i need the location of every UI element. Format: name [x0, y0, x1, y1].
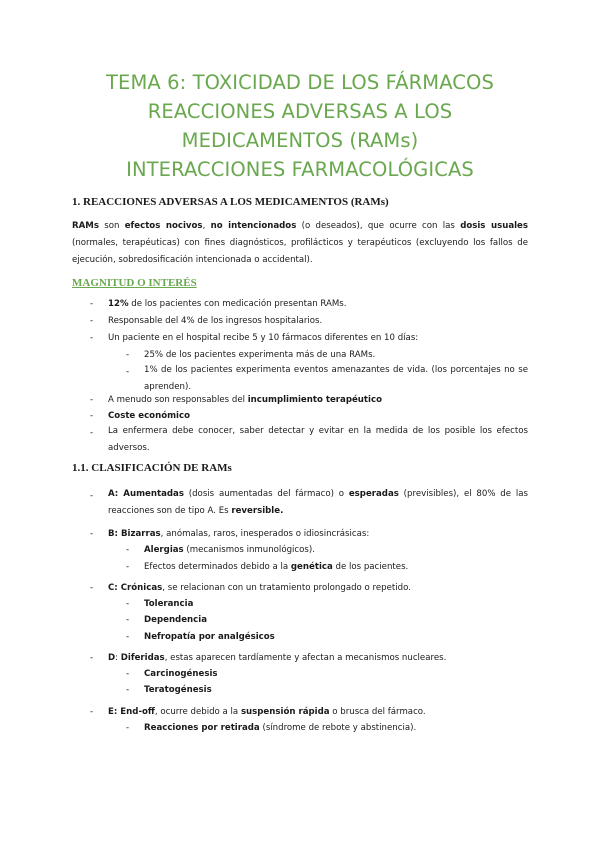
intro-text: , [202, 221, 211, 231]
section-heading-clasificacion: 1.1. CLASIFICACIÓN DE RAMs [72, 462, 232, 474]
list-item [108, 410, 190, 422]
sub-list-dash: - [126, 350, 130, 360]
item-emphasis: D [108, 653, 116, 663]
item-emphasis: esperadas [348, 489, 399, 499]
list-dash: - [90, 299, 94, 309]
sub-list-dash: - [126, 723, 130, 733]
item-text: A menudo son responsables del [108, 395, 248, 405]
item-text: , estas aparecen tardíamente y afectan a mecanismos nucleares. [164, 653, 447, 663]
item-emphasis: A: Aumentadas [108, 489, 184, 499]
sub-list-item [144, 668, 218, 680]
sub-list-dash: - [126, 599, 130, 609]
item-emphasis: incumplimiento terapéutico [247, 395, 382, 405]
item-emphasis: reversible. [231, 506, 284, 516]
title-line-3: MEDICAMENTOS (RAMs) [181, 129, 419, 152]
intro-text: son [98, 221, 125, 231]
sub-list-item [144, 684, 212, 696]
list-item: Responsable del 4% de los ingresos hospitalarios. [108, 316, 323, 326]
item-emphasis: Dependencia [144, 615, 207, 625]
item-emphasis: Coste económico [108, 411, 191, 421]
item-emphasis: suspensión rápida [240, 707, 330, 717]
list-dash: - [90, 333, 94, 343]
item-emphasis: E: End-off [108, 707, 155, 717]
item-text: , se relacionan con un tratamiento prolongado o repetido. [162, 583, 411, 593]
item-text: (previsibles), el 80% de las reacciones son de tipo A. Es [108, 489, 528, 516]
document-title [40, 68, 560, 184]
list-dash: - [90, 411, 94, 421]
item-emphasis: Nefropatía por analgésicos [144, 632, 275, 642]
title-line-1: TEMA 6: TOXICIDAD DE LOS FÁRMACOS [106, 71, 494, 94]
list-dash: - [90, 491, 94, 501]
sub-list-item [144, 722, 416, 734]
section-heading-ram: 1. REACCIONES ADVERSAS A LOS MEDICAMENTOS (RAMs) [72, 196, 389, 208]
intro-term: dosis usuales [460, 221, 529, 231]
item-text: de los pacientes. [332, 562, 409, 572]
sub-list-item [144, 544, 315, 556]
sub-list-item: 1% de los pacientes experimenta eventos amenazantes de vida. (los porcentajes no se aprenden). [144, 365, 528, 392]
ram-type-c [108, 582, 411, 594]
title-line-2: REACCIONES ADVERSAS A LOS [147, 100, 453, 123]
list-dash: - [90, 583, 94, 593]
sub-list-dash: - [126, 615, 130, 625]
title-line-4: INTERACCIONES FARMACOLÓGICAS [126, 158, 474, 181]
sub-list-dash: - [126, 685, 130, 695]
item-text: o brusca del fármaco. [329, 707, 426, 717]
intro-term: efectos nocivos [124, 221, 203, 231]
item-emphasis: 12% [108, 299, 129, 309]
item-text: (síndrome de rebote y abstinencia). [259, 723, 417, 733]
intro-paragraph [72, 218, 528, 269]
item-emphasis: Diferidas [120, 653, 165, 663]
ram-type-b [108, 528, 369, 540]
sub-list-item [144, 598, 193, 610]
item-emphasis: C: Crónicas [108, 583, 163, 593]
sub-list-dash: - [126, 669, 130, 679]
item-text: , anómalas, raros, inesperados o idiosincrásicas: [160, 529, 370, 539]
intro-text: (normales, terapéuticas) con fines diagnósticos, profilácticos y terapéuticos (excluyendo los fallos de ejecución, sobredosificación intencionada o accidental). [72, 238, 528, 265]
list-dash: - [90, 316, 94, 326]
intro-term: no intencionados [210, 221, 297, 231]
list-item: La enfermera debe conocer, saber detectar y evitar en la medida de los posible los efectos adversos. [108, 426, 528, 453]
list-dash: - [90, 428, 94, 438]
intro-text: (o deseados), que ocurre con las [296, 221, 461, 231]
sub-list-item [144, 631, 275, 643]
list-dash: - [90, 395, 94, 405]
subsection-heading-magnitud: MAGNITUD O INTERÉS [72, 277, 197, 289]
sub-list-dash: - [126, 632, 130, 642]
sub-list-item [144, 561, 408, 573]
list-dash: - [90, 707, 94, 717]
list-dash: - [90, 653, 94, 663]
item-text: (dosis aumentadas del fármaco) o [183, 489, 349, 499]
list-item [108, 394, 382, 406]
ram-type-a [108, 486, 528, 520]
sub-list-dash: - [126, 562, 130, 572]
sub-list-dash: - [126, 367, 130, 377]
item-emphasis: genética [290, 562, 333, 572]
item-text: , ocurre debido a la [154, 707, 241, 717]
item-text: (mecanismos inmunológicos). [183, 545, 315, 555]
item-text: Efectos determinados debido a la [144, 562, 291, 572]
list-dash: - [90, 529, 94, 539]
intro-term: RAMs [72, 221, 99, 231]
ram-type-d [108, 652, 446, 664]
item-emphasis: Carcinogénesis [144, 669, 218, 679]
list-item [108, 298, 347, 310]
sub-list-dash: - [126, 545, 130, 555]
sub-list-item: 25% de los pacientes experimenta más de una RAMs. [144, 350, 376, 360]
list-item: Un paciente en el hospital recibe 5 y 10 fármacos diferentes en 10 días: [108, 333, 419, 343]
item-emphasis: Teratogénesis [144, 685, 212, 695]
sub-list-item [144, 614, 207, 626]
item-emphasis: B: Bizarras [108, 529, 161, 539]
item-text: : [115, 653, 121, 663]
item-text: de los pacientes con medicación presentan RAMs. [128, 299, 347, 309]
item-emphasis: Tolerancia [144, 599, 194, 609]
item-emphasis: Alergias [144, 545, 184, 555]
item-emphasis: Reacciones por retirada [144, 723, 260, 733]
ram-type-e [108, 706, 426, 718]
